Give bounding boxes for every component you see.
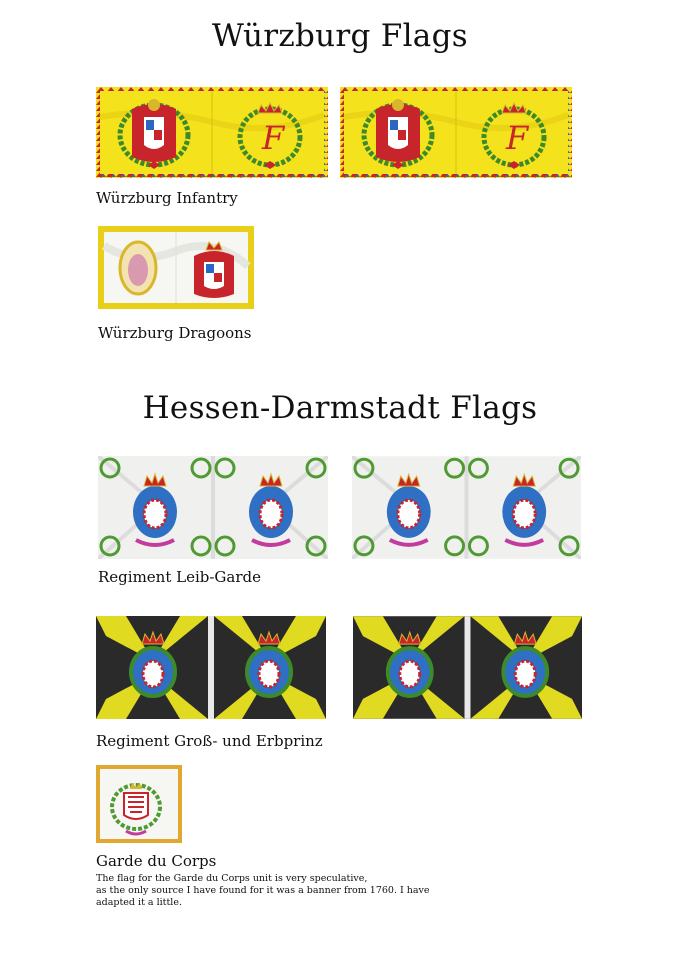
coat-of-arms-icon [194, 251, 234, 298]
grossprinz-flag-svg [96, 616, 326, 719]
wurzburg-title: Würzburg Flags [212, 18, 468, 54]
leibgarde-caption: Regiment Leib-Garde [98, 568, 262, 586]
garde-du-corps-note [96, 873, 456, 909]
leibgarde-flag-svg [98, 456, 328, 559]
grossprinz-flag-2 [353, 616, 582, 719]
leibgarde-flag-1 [98, 456, 328, 559]
hessian-lion-icon [124, 793, 148, 819]
garde-du-corps-caption: Garde du Corps [96, 852, 217, 870]
hessen-title: Hessen-Darmstadt Flags [142, 390, 538, 426]
note-line: as the only source I have found for it was a banner from 1760. I have [96, 885, 430, 896]
wurzburg-infantry-caption: Würzburg Infantry [96, 189, 238, 207]
monogram-f-icon: F [506, 119, 529, 157]
grossprinz-flag-svg [353, 616, 582, 719]
wurzburg-dragoons-caption: Würzburg Dragoons [98, 324, 252, 342]
note-line: The flag for the Garde du Corps unit is very speculative, [96, 873, 368, 884]
note-line: adapted it a little. [96, 897, 182, 908]
grossprinz-caption: Regiment Groß- und Erbprinz [96, 732, 323, 750]
wurzburg-infantry-flag-2 [340, 87, 572, 178]
garde-du-corps-flag [96, 765, 182, 843]
coat-of-arms-icon [376, 99, 420, 162]
wurzburg-infantry-flag-svg [96, 87, 328, 178]
wurzburg-dragoons-flag [98, 226, 254, 309]
coat-of-arms-icon [132, 99, 176, 162]
wurzburg-dragoons-flag-svg [98, 226, 254, 309]
grossprinz-flag-1 [96, 616, 326, 719]
monogram-f-icon: F [262, 119, 285, 157]
wurzburg-infantry-flag-svg [340, 87, 572, 178]
leibgarde-flag-svg [352, 456, 581, 559]
garde-du-corps-flag-svg [96, 765, 182, 843]
wurzburg-infantry-flag-1 [96, 87, 328, 178]
leibgarde-flag-2 [352, 456, 581, 559]
